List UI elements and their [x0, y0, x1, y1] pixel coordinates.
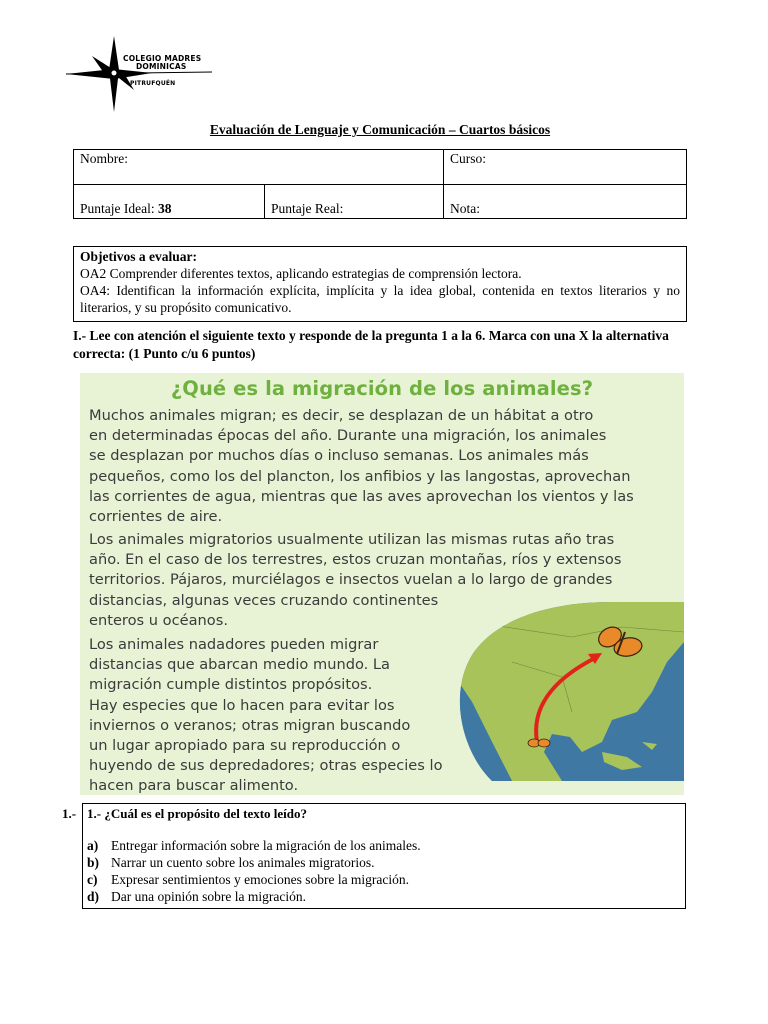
reading-line: en determinadas épocas del año. Durante una migración, los animales [89, 427, 607, 445]
ideal-score-label: Puntaje Ideal: [80, 201, 158, 216]
student-info-table [73, 149, 687, 219]
option-text: Entregar información sobre la migración de los animales. [111, 838, 421, 853]
reading-line: año. En el caso de los terrestres, estos cruzan montañas, ríos y extensos [89, 551, 622, 569]
option-b[interactable] [87, 854, 681, 871]
reading-line: corrientes de aire. [89, 508, 223, 526]
grade-field[interactable] [444, 185, 687, 219]
objectives-box [73, 246, 687, 322]
reading-line: Hay especies que lo hacen para evitar los [89, 696, 395, 714]
objectives-title: Objetivos a evaluar: [80, 249, 197, 264]
reading-line: territorios. Pájaros, murciélagos e insectos vuelan a lo largo de grandes [89, 571, 613, 589]
name-field[interactable] [74, 150, 444, 185]
real-score-label: Puntaje Real: [271, 201, 344, 216]
reading-line: migración cumple distintos propósitos. [89, 676, 373, 694]
school-name-line2: DOMINICAS [136, 62, 187, 71]
document-title: Evaluación de Lenguaje y Comunicación – Cuartos básicos [209, 122, 551, 137]
name-label: Nombre: [80, 151, 128, 166]
grade-label: Nota: [450, 201, 480, 216]
reading-line: las corrientes de agua, mientras que las aves aprovechan los vientos y las [89, 487, 634, 505]
option-c[interactable] [87, 871, 681, 888]
school-logo [62, 34, 222, 114]
ideal-score-value: 38 [157, 201, 172, 216]
reading-line: se desplazan por muchos días o incluso semanas. Los animales más [89, 447, 589, 465]
reading-paragraph-1 [89, 406, 634, 527]
school-city: PITRUFQUÉN [130, 80, 176, 87]
reading-line: Los animales migratorios usualmente utilizan las mismas rutas año tras [89, 531, 615, 548]
course-field[interactable] [444, 150, 687, 185]
reading-passage [80, 373, 684, 795]
option-text: Expresar sentimientos y emociones sobre la migración. [111, 872, 410, 887]
reading-line: Los animales nadadores pueden migrar [89, 636, 379, 653]
option-letter: d) [87, 889, 100, 904]
course-label: Curso: [450, 151, 487, 166]
option-text: Narrar un cuento sobre los animales migratorios. [111, 855, 375, 870]
real-score-field[interactable] [265, 185, 444, 219]
section-instruction: I.- Lee con atención el siguiente texto y responde de la pregunta 1 a la 6. Marca con una X la alternativa correcta: (1 Punto c/u 6 puntos) [73, 328, 669, 361]
compass-star-icon [62, 34, 222, 114]
reading-line: inviernos o veranos; otras migran buscando [89, 716, 411, 734]
migration-map-image [452, 602, 684, 781]
reading-line: Muchos animales migran; es decir, se desplazan de un hábitat a otro [89, 407, 594, 424]
question-1-box [82, 803, 686, 909]
option-a[interactable] [87, 837, 681, 854]
question-1-stem: 1.- ¿Cuál es el propósito del texto leído? [87, 806, 308, 821]
option-letter: b) [87, 855, 100, 870]
school-name-line1: COLEGIO MADRES [123, 54, 202, 63]
option-d[interactable] [87, 888, 681, 905]
ideal-score-cell [74, 185, 265, 219]
reading-line: huyendo de sus depredadores; otras especies lo [89, 757, 443, 775]
reading-line: enteros u océanos. [89, 611, 228, 629]
reading-line: hacen para buscar alimento. [89, 777, 299, 795]
reading-line: pequeños, como los del plancton, los anfibios y las langostas, aprovechan [89, 467, 631, 485]
option-text: Dar una opinión sobre la migración. [111, 889, 306, 904]
objective-oa2: OA2 Comprender diferentes textos, aplicando estrategias de comprensión lectora. [80, 266, 522, 281]
reading-paragraph-3 [89, 635, 443, 797]
reading-line: un lugar apropiado para su reproducción o [89, 737, 401, 755]
option-letter: a) [87, 838, 99, 853]
option-letter: c) [87, 872, 98, 887]
objective-oa4: OA4: Identifican la información explícita, implícita y la idea global, contenida en textos literarios y no literarios, y su propósito comunicativo. [80, 283, 680, 315]
reading-title: ¿Qué es la migración de los animales? [170, 377, 594, 400]
question-number: 1.- [62, 806, 77, 821]
reading-line: distancias, algunas veces cruzando continentes [89, 591, 439, 609]
reading-line: distancias que abarcan medio mundo. La [89, 656, 390, 674]
